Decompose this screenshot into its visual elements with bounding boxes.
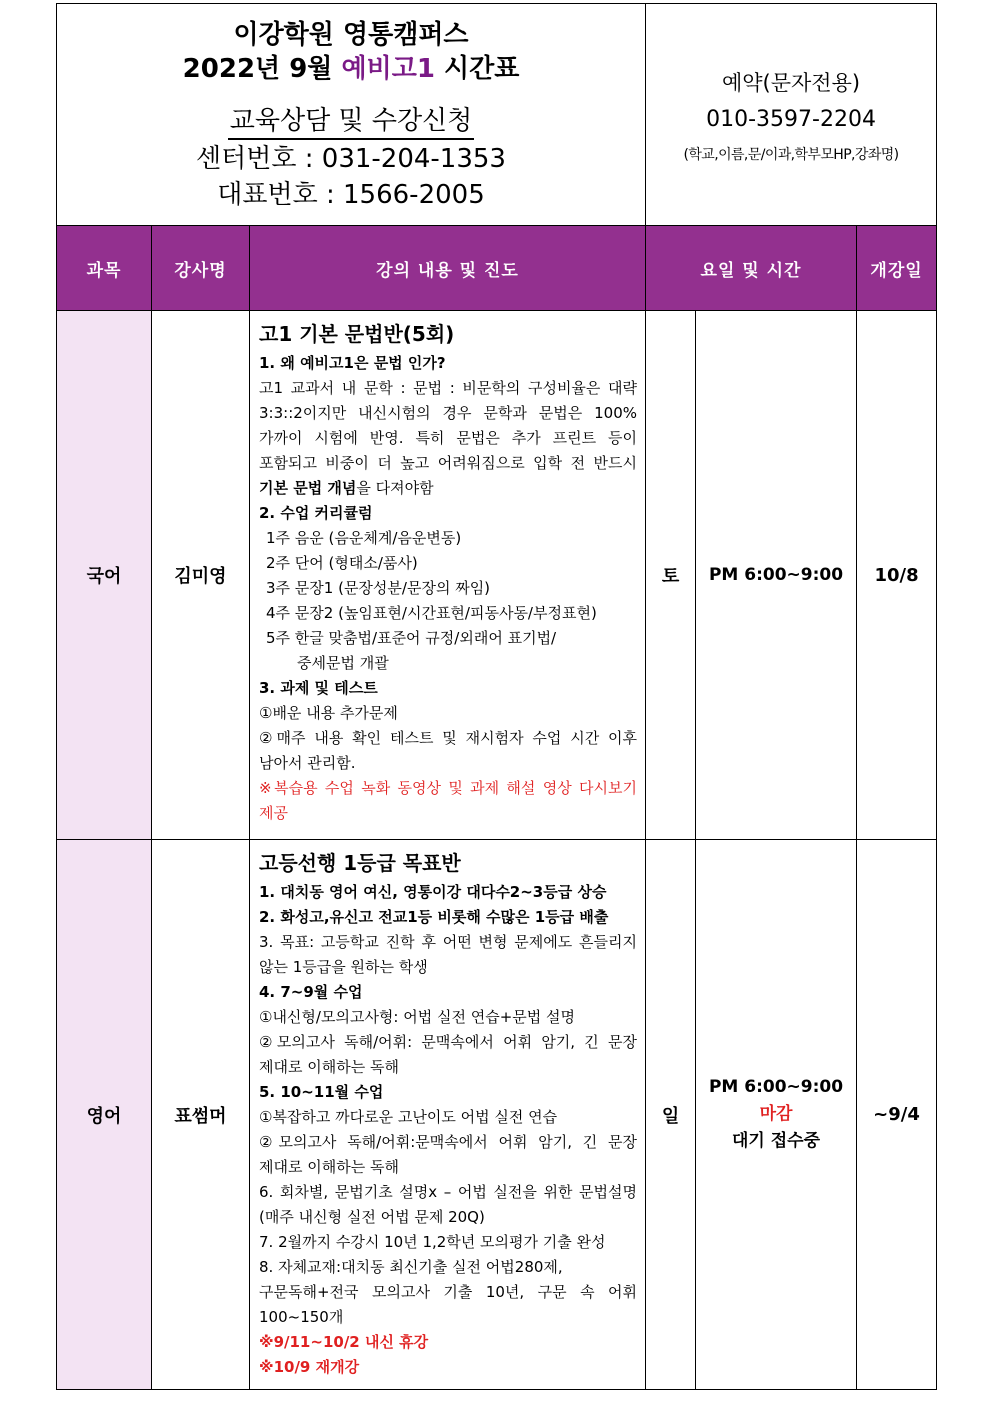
schedule-title-grade: 예비고1 — [341, 54, 435, 84]
center-number: 센터번호 : 031-204-1353 — [196, 144, 506, 174]
content-line: 5주 한글 맞춤법/표준어 규정/외래어 표기법/ — [266, 629, 557, 647]
content-line: 1주 음운 (음운체계/음운변동) — [266, 529, 462, 547]
col-header-start: 개강일 — [857, 226, 937, 311]
teacher-cell: 김미영 — [152, 311, 250, 840]
col-header-time: 요일 및 시간 — [646, 226, 857, 311]
course-title: 고1 기본 문법반(5회) — [259, 322, 455, 346]
content-line: 3. 과제 및 테스트 — [259, 679, 378, 697]
timetable-sheet — [56, 3, 936, 1390]
course-content — [250, 311, 646, 840]
content-line: 4주 문장2 (높임표현/시간표현/피동사동/부정표현) — [266, 604, 597, 622]
col-header-teacher: 강사명 — [152, 226, 250, 311]
day-cell: 일 — [646, 840, 696, 1390]
table-row — [57, 840, 937, 1390]
time-line: PM 6:00~9:00 — [708, 1077, 844, 1097]
content-line: 7. 2월까지 수강시 10년 1,2학년 모의평가 기출 완성 — [259, 1233, 606, 1251]
content-line: 3. 목표: 고등학교 진학 후 어떤 변형 문제에도 흔들리지 않는 1등급을 원하는 학생 — [259, 933, 638, 976]
reservation-note: (학교,이름,문/이과,학부모HP,강좌명) — [683, 146, 899, 163]
content-line: 1. 왜 예비고1은 문법 인가? — [259, 354, 446, 372]
content-line: 5. 10~11월 수업 — [259, 1083, 384, 1101]
content-line: ※복습용 수업 녹화 동영상 및 과제 해설 영상 다시보기 제공 — [259, 779, 638, 822]
content-line: 2주 단어 (형태소/품사) — [266, 554, 418, 572]
subject-cell: 영어 — [57, 840, 152, 1390]
schedule-title-date: 2022년 9월 — [182, 54, 342, 84]
content-line-tail: 을 다져야함 — [356, 479, 434, 497]
content-line — [259, 376, 637, 501]
subject-cell: 국어 — [57, 311, 152, 840]
col-header-content: 강의 내용 및 진도 — [250, 226, 646, 311]
time-line: PM 6:00~9:00 — [708, 564, 844, 585]
course-title: 고등선행 1등급 목표반 — [259, 851, 461, 875]
content-line: 2. 화성고,유신고 전교1등 비롯해 수많은 1등급 배출 — [259, 908, 609, 926]
main-number: 대표번호 : 1566-2005 — [217, 180, 485, 210]
time-cell — [696, 311, 857, 840]
content-line: 1. 대치동 영어 여신, 영통이강 대다수2~3등급 상승 — [259, 883, 607, 901]
col-header-subject: 과목 — [57, 226, 152, 311]
content-line: ※9/11~10/2 내신 휴강 — [259, 1333, 429, 1351]
closed-badge: 마감 — [759, 1104, 793, 1124]
reservation-label: 예약(문자전용) — [721, 70, 861, 95]
content-line-bold: 기본 문법 개념 — [259, 479, 357, 497]
column-header-row — [57, 226, 937, 311]
start-date-cell: ~9/4 — [857, 840, 937, 1390]
content-line: ※10/9 재개강 — [259, 1358, 360, 1376]
time-cell — [696, 840, 857, 1390]
day-cell: 토 — [646, 311, 696, 840]
content-line: 3주 문장1 (문장성분/문장의 짜임) — [266, 579, 491, 597]
teacher-cell: 표썸머 — [152, 840, 250, 1390]
content-line: ①배운 내용 추가문제 — [259, 704, 398, 722]
consult-title: 교육상담 및 수강신청 — [228, 104, 475, 140]
table-row — [57, 311, 937, 840]
content-line-text: 고1 교과서 내 문학 : 문법 : 비문학의 구성비율은 대략 3:3::2이지만 내신시험의 경우 문학과 문법은 100% 가까이 시험에 반영. 특히 문법은 추가 프린트 등이 포함되고 비중이 더 높고 어려워짐으로 입학 전 반드시 — [259, 379, 638, 472]
content-line: ①내신형/모의고사형: 어법 실전 연습+문법 설명 — [259, 1008, 576, 1026]
waitlist-note: 대기 접수중 — [732, 1131, 821, 1151]
content-line: ②모의고사 독해/어휘: 문맥속에서 어휘 암기, 긴 문장 제대로 이해하는 독해 — [259, 1033, 638, 1076]
content-line: 구문독해+전국 모의고사 기출 10년, 구문 속 어휘 100~150개 — [259, 1283, 638, 1326]
reservation-block — [646, 4, 937, 226]
header-row — [57, 4, 937, 226]
content-line: ②모의고사 독해/어휘:문맥속에서 어휘 암기, 긴 문장 제대로 이해하는 독해 — [259, 1133, 638, 1176]
reservation-phone[interactable]: 010-3597-2204 — [706, 106, 876, 132]
schedule-title-suffix: 시간표 — [434, 54, 520, 84]
content-line: 4. 7~9월 수업 — [259, 983, 363, 1001]
content-line: ②매주 내용 확인 테스트 및 재시험자 수업 시간 이후 남아서 관리함. — [259, 729, 638, 772]
content-line: 중세문법 개괄 — [297, 654, 389, 672]
timetable — [56, 3, 937, 1390]
course-content — [250, 840, 646, 1390]
content-line: 8. 자체교재:대치동 최신기출 실전 어법280제, — [259, 1258, 563, 1276]
schedule-title — [57, 52, 645, 86]
content-line: ①복잡하고 까다로운 고난이도 어법 실전 연습 — [259, 1108, 558, 1126]
academy-title: 이강학원 영통캠퍼스 — [233, 20, 469, 50]
start-date-cell: 10/8 — [857, 311, 937, 840]
content-line: 6. 회차별, 문법기초 설명x – 어법 실전을 위한 문법설명(매주 내신형 실전 어법 문제 20Q) — [259, 1183, 638, 1226]
header-title-block — [57, 4, 646, 226]
content-line: 2. 수업 커리큘럼 — [259, 504, 373, 522]
